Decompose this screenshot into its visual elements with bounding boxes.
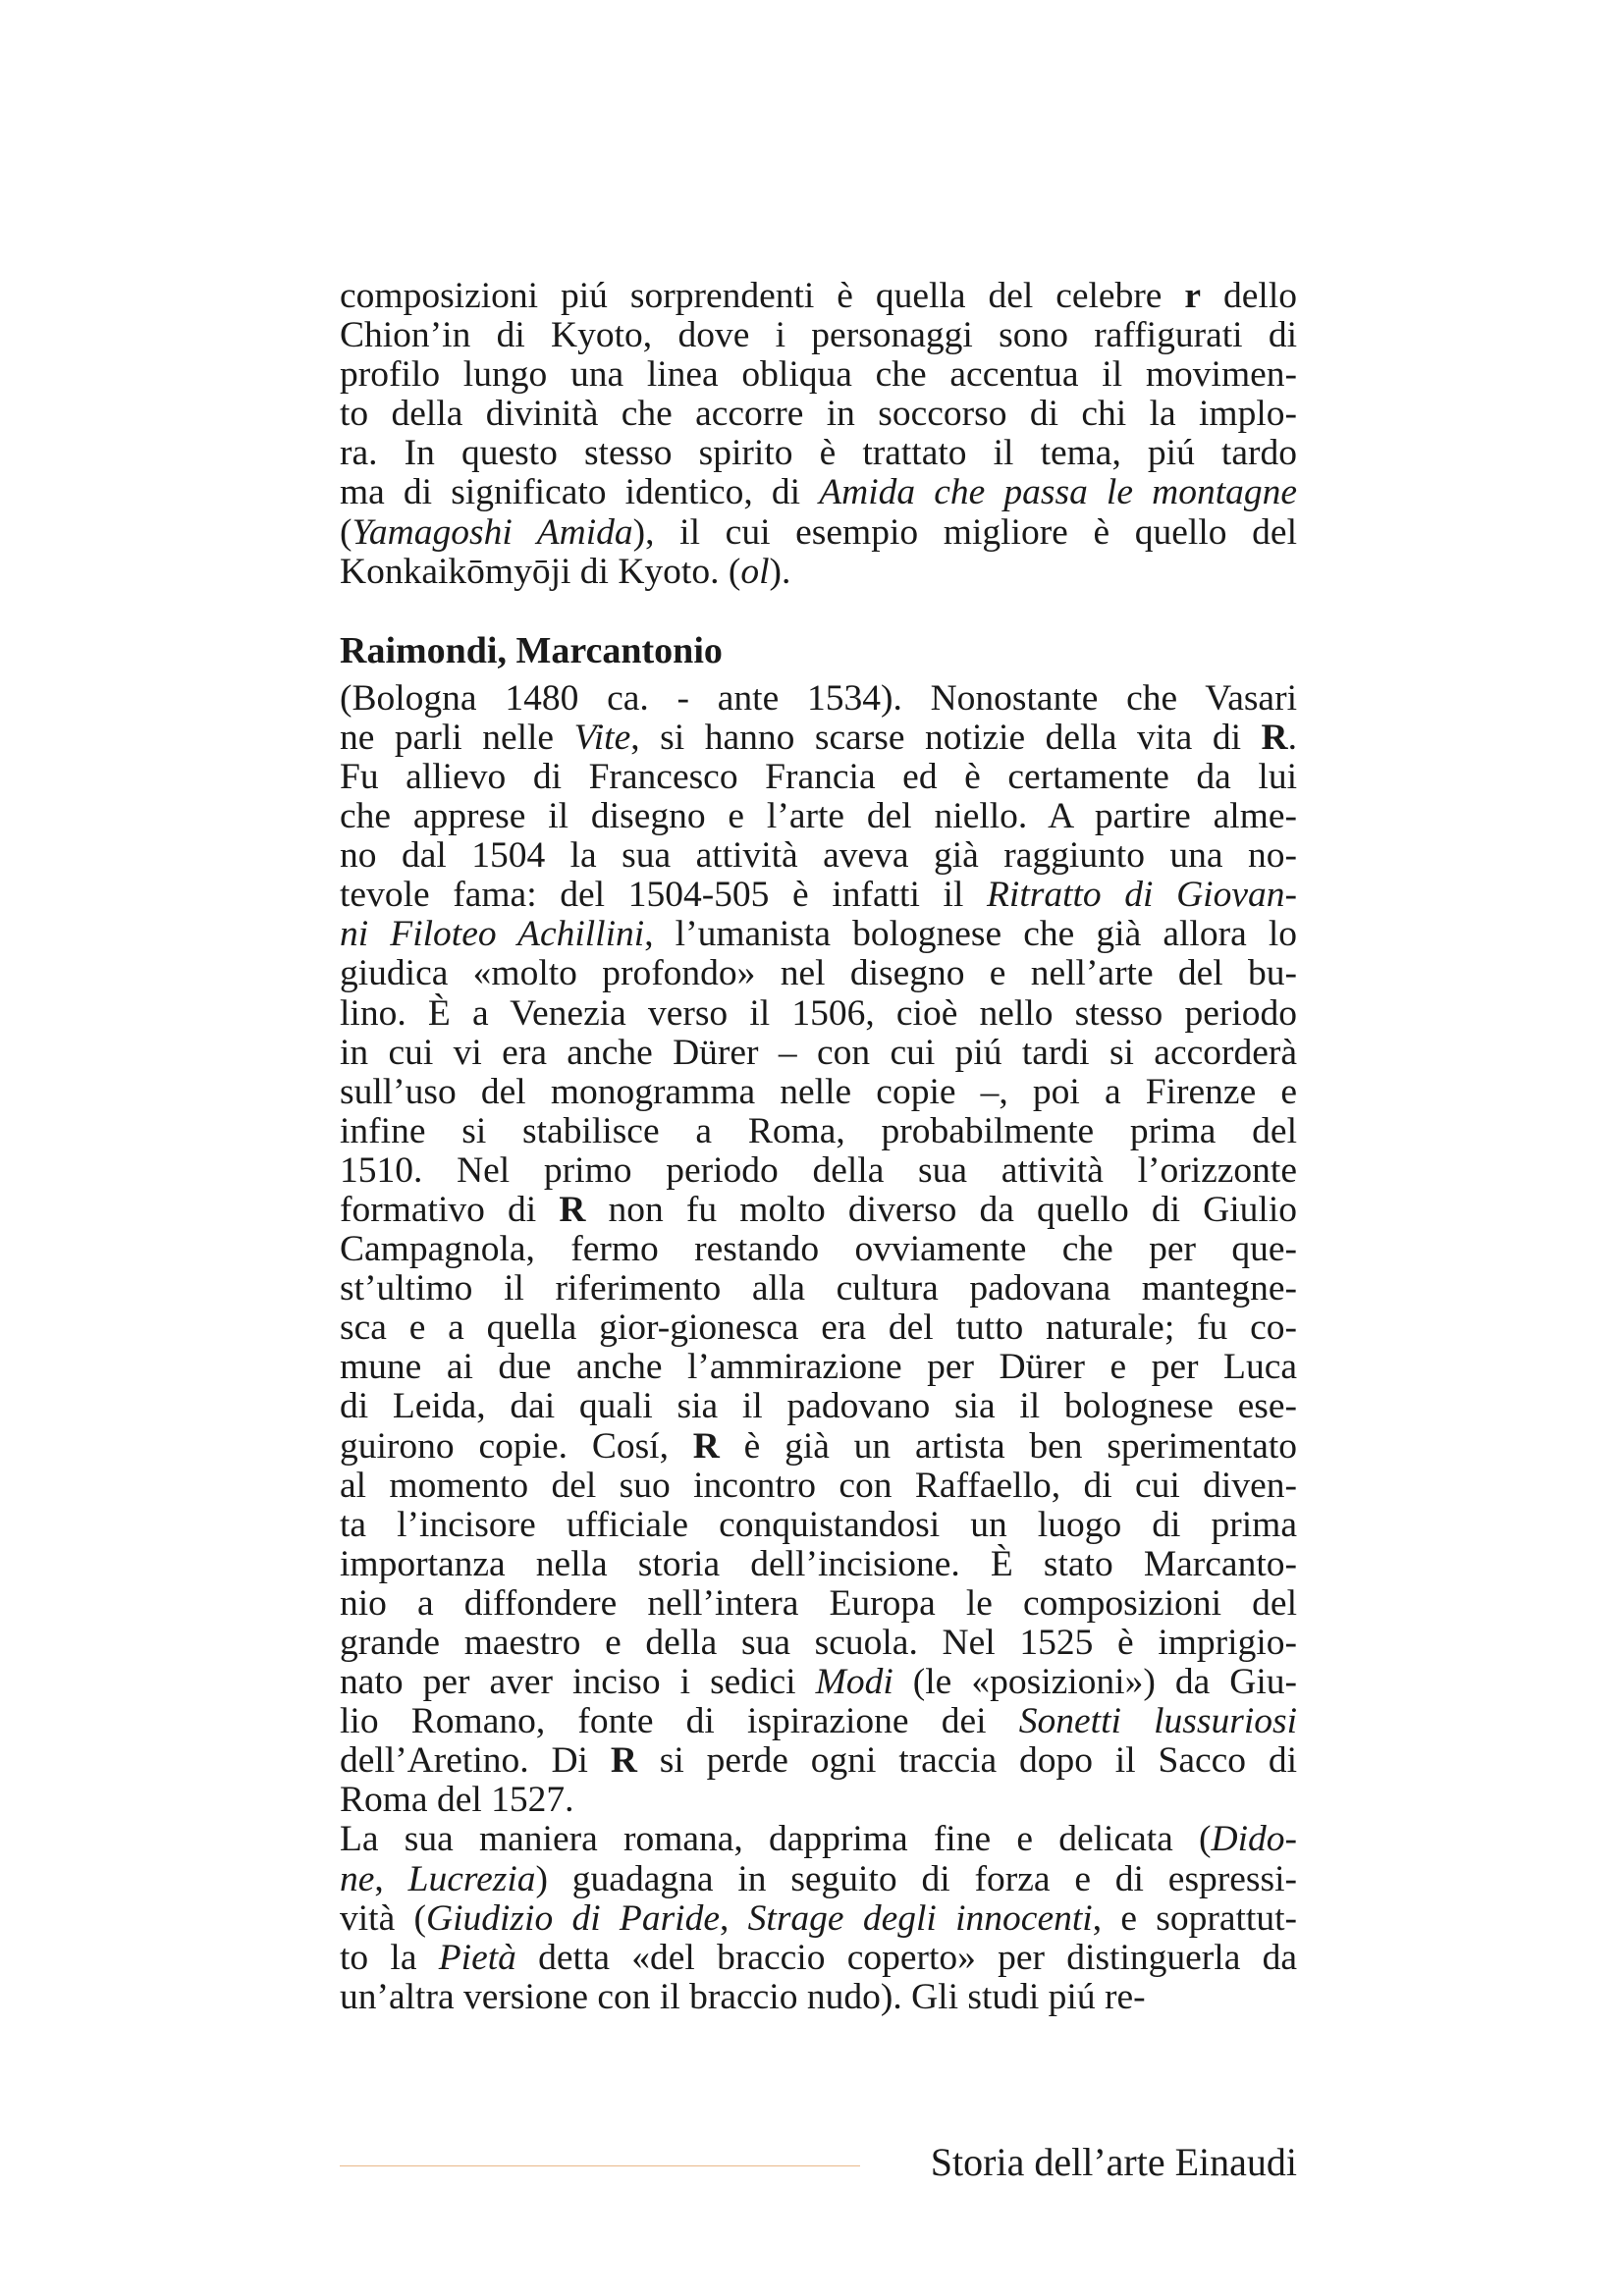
intro-paragraph [340, 277, 1297, 592]
text-line: ta l’incisore ufficiale conquistandosi un luogo di prima [340, 1504, 1297, 1545]
text-line: in cui vi era anche Dürer – con cui piú tardi si accorderà [340, 1032, 1297, 1073]
text-line: dell’Aretino. Di R si perde ogni traccia dopo il Sacco di [340, 1740, 1298, 1782]
text-line: Roma del 1527. [340, 1780, 574, 1821]
text-line: composizioni piú sorprendenti è quella del celebre r dello [340, 276, 1297, 316]
text-line: lio Romano, fonte di ispirazione dei Sonetti lussuriosi [340, 1701, 1298, 1742]
text-line: giudica «molto profondo» nel disegno e nell’arte del bu- [340, 953, 1297, 994]
text-line: al momento del suo incontro con Raffaello, di cui diven- [340, 1465, 1297, 1506]
text-line: sull’uso del monogramma nelle copie –, poi a Firenze e [340, 1071, 1297, 1112]
text-line: to della divinità che accorre in soccorso di chi la implo- [340, 394, 1297, 435]
text-line: no dal 1504 la sua attività aveva già raggiunto una no- [340, 835, 1297, 877]
text-line: (Bologna 1480 ca. - ante 1534). Nonostante che Vasari [340, 677, 1297, 719]
text-line: mune ai due anche l’ammirazione per Dürer e per Luca [340, 1347, 1297, 1388]
text-line: Campagnola, fermo restando ovviamente che per que- [340, 1229, 1297, 1270]
text-line: Konkaikōmyōji di Kyoto. (ol). [340, 551, 791, 592]
entry-paragraph-1 [340, 679, 1297, 1821]
footer-title: Storia dell’arte Einaudi [930, 2140, 1297, 2184]
text-line: guirono copie. Cosí, R è già un artista ben sperimentato [340, 1425, 1298, 1467]
text-line: formativo di R non fu molto diverso da quello di Giulio [340, 1189, 1297, 1230]
text-line: Fu allievo di Francesco Francia ed è certamente da lui [340, 756, 1297, 797]
text-line: Chion’in di Kyoto, dove i personaggi sono raffigurati di [340, 315, 1297, 356]
text-line: nato per aver inciso i sedici Modi (le «posizioni») da Giu- [340, 1662, 1298, 1703]
text-line: di Leida, dai quali sia il padovano sia il bolognese ese- [340, 1386, 1297, 1427]
text-line: un’altra versione con il braccio nudo). Gli studi piú re- [340, 1976, 1146, 2017]
text-line: infine si stabilisce a Roma, probabilmente prima del [340, 1110, 1297, 1151]
text-line: lino. È a Venezia verso il 1506, cioè nello stesso periodo [340, 992, 1297, 1034]
text-line: La sua maniera romana, dapprima fine e delicata (Dido- [340, 1819, 1297, 1860]
text-line: tevole fama: del 1504-505 è infatti il Ritratto di Giovan- [340, 875, 1297, 916]
text-line: importanza nella storia dell’incisione. È stato Marcanto- [340, 1543, 1297, 1584]
entry-heading: Raimondi, Marcantonio [340, 629, 723, 671]
text-line: 1510. Nel primo periodo della sua attività l’orizzonte [340, 1149, 1297, 1191]
footer-rule [340, 2165, 860, 2166]
text-line: ne, Lucrezia) guadagna in seguito di forza e di espressi- [340, 1858, 1298, 1899]
page-body [340, 277, 1297, 2017]
text-line: che apprese il disegno e l’arte del niello. A partire alme- [340, 796, 1297, 837]
text-line: ma di significato identico, di Amida che passa le montagne [340, 472, 1298, 513]
text-line: profilo lungo una linea obliqua che accentua il movimen- [340, 354, 1297, 396]
text-line: ra. In questo stesso spirito è trattato il tema, piú tardo [340, 433, 1297, 474]
text-line: vità (Giudizio di Paride, Strage degli innocenti, e soprattut- [340, 1897, 1297, 1939]
text-line: grande maestro e della sua scuola. Nel 1525 è imprigio- [340, 1623, 1297, 1663]
text-line: nio a diffondere nell’intera Europa le composizioni del [340, 1582, 1297, 1624]
text-line: sca e a quella gior-gionesca era del tutto naturale; fu co- [340, 1308, 1297, 1349]
text-line: ni Filoteo Achillini, l’umanista bolognese che già allora lo [340, 914, 1297, 955]
text-line: ne parli nelle Vite, si hanno scarse notizie della vita di R. [340, 717, 1297, 758]
entry-paragraph-2 [340, 1820, 1297, 2016]
text-line: to la Pietà detta «del braccio coperto» per distinguerla da [340, 1937, 1297, 1978]
text-line: st’ultimo il riferimento alla cultura padovana mantegne- [340, 1268, 1297, 1309]
text-line: (Yamagoshi Amida), il cui esempio migliore è quello del [340, 511, 1297, 553]
